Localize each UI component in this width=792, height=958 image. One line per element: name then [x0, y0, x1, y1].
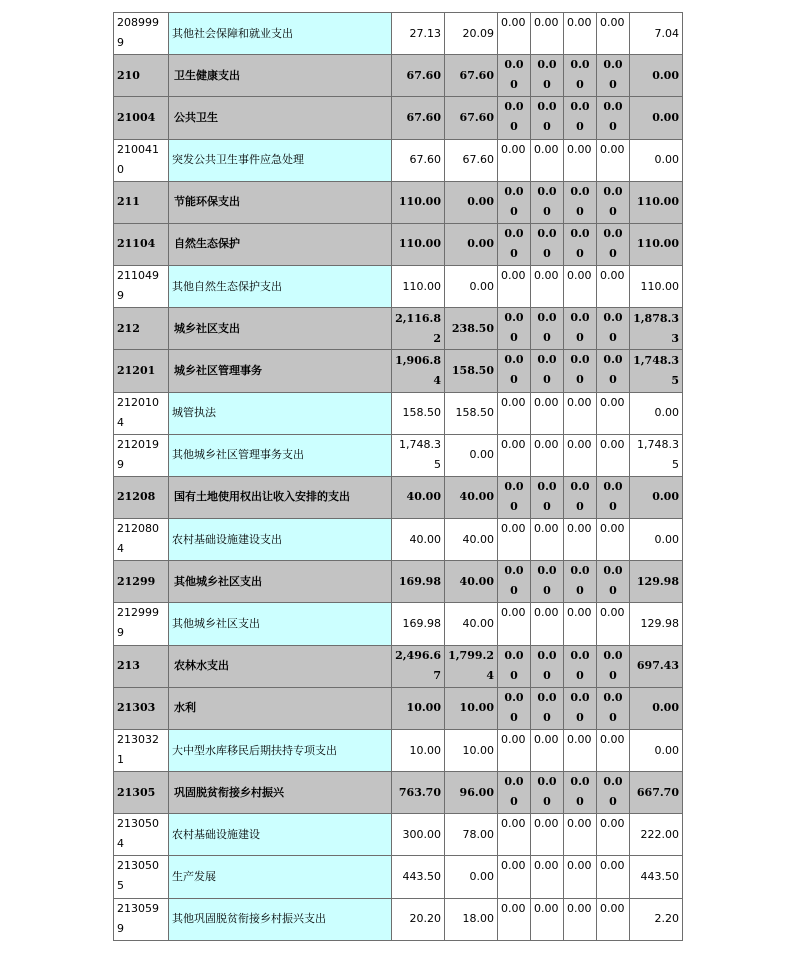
amount-col4-cell: 0.00 [531, 687, 564, 729]
amount-col6-cell: 0.00 [597, 350, 630, 392]
amount-col2-cell: 158.50 [445, 350, 498, 392]
amount-col5-cell: 0.00 [564, 55, 597, 97]
total-amount-cell: 20.20 [392, 898, 445, 940]
amount-col5-cell: 0.00 [564, 645, 597, 687]
amount-col2-cell: 40.00 [445, 476, 498, 518]
function-name-cell: 节能环保支出 [169, 181, 392, 223]
detail-row [114, 392, 683, 434]
amount-col7-cell: 443.50 [630, 856, 683, 898]
amount-col4-cell: 0.00 [531, 814, 564, 856]
function-name-cell: 其他巩固脱贫衔接乡村振兴支出 [169, 898, 392, 940]
function-code-cell: 210 [114, 55, 169, 97]
amount-col4-cell: 0.00 [531, 603, 564, 645]
function-code-cell: 21104 [114, 223, 169, 265]
amount-col6-cell: 0.00 [597, 687, 630, 729]
amount-col2-cell: 40.00 [445, 519, 498, 561]
amount-col2-cell: 10.00 [445, 687, 498, 729]
total-amount-cell: 67.60 [392, 139, 445, 181]
amount-col4-cell: 0.00 [531, 898, 564, 940]
amount-col2-cell: 0.00 [445, 181, 498, 223]
function-name-cell: 大中型水库移民后期扶持专项支出 [169, 729, 392, 771]
amount-col5-cell: 0.00 [564, 772, 597, 814]
amount-col6-cell: 0.00 [597, 308, 630, 350]
amount-col3-cell: 0.00 [498, 350, 531, 392]
amount-col7-cell: 7.04 [630, 13, 683, 55]
amount-col7-cell: 0.00 [630, 476, 683, 518]
detail-row [114, 519, 683, 561]
summary-row [114, 645, 683, 687]
amount-col6-cell: 0.00 [597, 603, 630, 645]
amount-col7-cell: 110.00 [630, 223, 683, 265]
amount-col3-cell: 0.00 [498, 519, 531, 561]
amount-col4-cell: 0.00 [531, 308, 564, 350]
amount-col6-cell: 0.00 [597, 814, 630, 856]
amount-col7-cell: 0.00 [630, 519, 683, 561]
amount-col3-cell: 0.00 [498, 603, 531, 645]
total-amount-cell: 158.50 [392, 392, 445, 434]
total-amount-cell: 110.00 [392, 181, 445, 223]
detail-row [114, 898, 683, 940]
amount-col7-cell: 110.00 [630, 181, 683, 223]
total-amount-cell: 27.13 [392, 13, 445, 55]
amount-col6-cell: 0.00 [597, 434, 630, 476]
amount-col2-cell: 67.60 [445, 55, 498, 97]
amount-col6-cell: 0.00 [597, 898, 630, 940]
amount-col6-cell: 0.00 [597, 729, 630, 771]
amount-col6-cell: 0.00 [597, 181, 630, 223]
amount-col5-cell: 0.00 [564, 223, 597, 265]
function-name-cell: 突发公共卫生事件应急处理 [169, 139, 392, 181]
amount-col5-cell: 0.00 [564, 139, 597, 181]
summary-row [114, 687, 683, 729]
function-code-cell: 21004 [114, 97, 169, 139]
total-amount-cell: 110.00 [392, 223, 445, 265]
amount-col7-cell: 0.00 [630, 729, 683, 771]
amount-col7-cell: 667.70 [630, 772, 683, 814]
amount-col5-cell: 0.00 [564, 729, 597, 771]
amount-col2-cell: 0.00 [445, 266, 498, 308]
amount-col2-cell: 10.00 [445, 729, 498, 771]
amount-col4-cell: 0.00 [531, 645, 564, 687]
function-name-cell: 其他城乡社区支出 [169, 561, 392, 603]
detail-row [114, 434, 683, 476]
amount-col7-cell: 129.98 [630, 603, 683, 645]
function-name-cell: 自然生态保护 [169, 223, 392, 265]
amount-col7-cell: 2.20 [630, 898, 683, 940]
summary-row [114, 561, 683, 603]
total-amount-cell: 300.00 [392, 814, 445, 856]
function-name-cell: 城乡社区管理事务 [169, 350, 392, 392]
amount-col2-cell: 40.00 [445, 561, 498, 603]
function-name-cell: 其他城乡社区管理事务支出 [169, 434, 392, 476]
function-name-cell: 公共卫生 [169, 97, 392, 139]
amount-col3-cell: 0.00 [498, 772, 531, 814]
amount-col6-cell: 0.00 [597, 645, 630, 687]
amount-col4-cell: 0.00 [531, 476, 564, 518]
amount-col5-cell: 0.00 [564, 97, 597, 139]
detail-row [114, 603, 683, 645]
amount-col2-cell: 96.00 [445, 772, 498, 814]
amount-col5-cell: 0.00 [564, 350, 597, 392]
function-code-cell: 2120104 [114, 392, 169, 434]
summary-row [114, 181, 683, 223]
function-code-cell: 212 [114, 308, 169, 350]
amount-col2-cell: 40.00 [445, 603, 498, 645]
summary-row [114, 55, 683, 97]
detail-row [114, 729, 683, 771]
amount-col3-cell: 0.00 [498, 266, 531, 308]
amount-col7-cell: 0.00 [630, 97, 683, 139]
amount-col5-cell: 0.00 [564, 392, 597, 434]
amount-col6-cell: 0.00 [597, 97, 630, 139]
amount-col3-cell: 0.00 [498, 223, 531, 265]
amount-col3-cell: 0.00 [498, 97, 531, 139]
amount-col4-cell: 0.00 [531, 181, 564, 223]
amount-col5-cell: 0.00 [564, 814, 597, 856]
function-code-cell: 2129999 [114, 603, 169, 645]
amount-col5-cell: 0.00 [564, 13, 597, 55]
function-name-cell: 农林水支出 [169, 645, 392, 687]
amount-col5-cell: 0.00 [564, 181, 597, 223]
function-code-cell: 2100410 [114, 139, 169, 181]
amount-col6-cell: 0.00 [597, 139, 630, 181]
function-code-cell: 21208 [114, 476, 169, 518]
amount-col4-cell: 0.00 [531, 434, 564, 476]
amount-col6-cell: 0.00 [597, 266, 630, 308]
amount-col6-cell: 0.00 [597, 392, 630, 434]
function-code-cell: 21299 [114, 561, 169, 603]
function-name-cell: 生产发展 [169, 856, 392, 898]
amount-col5-cell: 0.00 [564, 603, 597, 645]
detail-row [114, 856, 683, 898]
summary-row [114, 350, 683, 392]
function-name-cell: 其他城乡社区支出 [169, 603, 392, 645]
amount-col3-cell: 0.00 [498, 729, 531, 771]
function-code-cell: 2120804 [114, 519, 169, 561]
total-amount-cell: 763.70 [392, 772, 445, 814]
total-amount-cell: 40.00 [392, 519, 445, 561]
function-code-cell: 2130505 [114, 856, 169, 898]
summary-row [114, 476, 683, 518]
function-name-cell: 国有土地使用权出让收入安排的支出 [169, 476, 392, 518]
amount-col3-cell: 0.00 [498, 476, 531, 518]
detail-row [114, 13, 683, 55]
total-amount-cell: 169.98 [392, 561, 445, 603]
amount-col3-cell: 0.00 [498, 308, 531, 350]
amount-col5-cell: 0.00 [564, 687, 597, 729]
function-code-cell: 211 [114, 181, 169, 223]
amount-col3-cell: 0.00 [498, 181, 531, 223]
function-code-cell: 2089999 [114, 13, 169, 55]
amount-col4-cell: 0.00 [531, 561, 564, 603]
total-amount-cell: 10.00 [392, 729, 445, 771]
amount-col4-cell: 0.00 [531, 856, 564, 898]
function-code-cell: 2120199 [114, 434, 169, 476]
function-code-cell: 2130599 [114, 898, 169, 940]
total-amount-cell: 1,906.84 [392, 350, 445, 392]
function-name-cell: 农村基础设施建设支出 [169, 519, 392, 561]
function-code-cell: 2110499 [114, 266, 169, 308]
budget-expenditure-table [113, 12, 683, 941]
amount-col2-cell: 67.60 [445, 139, 498, 181]
amount-col5-cell: 0.00 [564, 476, 597, 518]
function-name-cell: 农村基础设施建设 [169, 814, 392, 856]
amount-col5-cell: 0.00 [564, 561, 597, 603]
amount-col3-cell: 0.00 [498, 392, 531, 434]
amount-col2-cell: 238.50 [445, 308, 498, 350]
detail-row [114, 814, 683, 856]
function-code-cell: 21201 [114, 350, 169, 392]
amount-col4-cell: 0.00 [531, 392, 564, 434]
amount-col7-cell: 1,878.33 [630, 308, 683, 350]
amount-col6-cell: 0.00 [597, 772, 630, 814]
amount-col4-cell: 0.00 [531, 223, 564, 265]
amount-col7-cell: 110.00 [630, 266, 683, 308]
function-code-cell: 21303 [114, 687, 169, 729]
amount-col2-cell: 0.00 [445, 856, 498, 898]
amount-col4-cell: 0.00 [531, 729, 564, 771]
amount-col4-cell: 0.00 [531, 350, 564, 392]
amount-col7-cell: 1,748.35 [630, 350, 683, 392]
amount-col6-cell: 0.00 [597, 519, 630, 561]
function-code-cell: 2130504 [114, 814, 169, 856]
total-amount-cell: 110.00 [392, 266, 445, 308]
amount-col7-cell: 0.00 [630, 392, 683, 434]
function-name-cell: 卫生健康支出 [169, 55, 392, 97]
amount-col3-cell: 0.00 [498, 898, 531, 940]
amount-col3-cell: 0.00 [498, 55, 531, 97]
total-amount-cell: 67.60 [392, 97, 445, 139]
function-name-cell: 城管执法 [169, 392, 392, 434]
function-name-cell: 城乡社区支出 [169, 308, 392, 350]
amount-col7-cell: 697.43 [630, 645, 683, 687]
amount-col6-cell: 0.00 [597, 561, 630, 603]
amount-col4-cell: 0.00 [531, 97, 564, 139]
amount-col7-cell: 1,748.35 [630, 434, 683, 476]
amount-col3-cell: 0.00 [498, 434, 531, 476]
function-code-cell: 2130321 [114, 729, 169, 771]
total-amount-cell: 2,496.67 [392, 645, 445, 687]
total-amount-cell: 443.50 [392, 856, 445, 898]
summary-row [114, 772, 683, 814]
amount-col6-cell: 0.00 [597, 476, 630, 518]
amount-col2-cell: 20.09 [445, 13, 498, 55]
amount-col2-cell: 1,799.24 [445, 645, 498, 687]
amount-col5-cell: 0.00 [564, 519, 597, 561]
amount-col6-cell: 0.00 [597, 223, 630, 265]
amount-col2-cell: 158.50 [445, 392, 498, 434]
amount-col4-cell: 0.00 [531, 266, 564, 308]
amount-col2-cell: 0.00 [445, 434, 498, 476]
amount-col3-cell: 0.00 [498, 814, 531, 856]
amount-col5-cell: 0.00 [564, 434, 597, 476]
amount-col7-cell: 0.00 [630, 55, 683, 97]
amount-col3-cell: 0.00 [498, 645, 531, 687]
amount-col3-cell: 0.00 [498, 139, 531, 181]
amount-col4-cell: 0.00 [531, 772, 564, 814]
detail-row [114, 266, 683, 308]
amount-col6-cell: 0.00 [597, 856, 630, 898]
amount-col3-cell: 0.00 [498, 561, 531, 603]
total-amount-cell: 1,748.35 [392, 434, 445, 476]
summary-row [114, 308, 683, 350]
amount-col7-cell: 129.98 [630, 561, 683, 603]
amount-col5-cell: 0.00 [564, 308, 597, 350]
amount-col2-cell: 78.00 [445, 814, 498, 856]
amount-col4-cell: 0.00 [531, 13, 564, 55]
function-name-cell: 其他社会保障和就业支出 [169, 13, 392, 55]
summary-row [114, 223, 683, 265]
amount-col4-cell: 0.00 [531, 139, 564, 181]
total-amount-cell: 2,116.82 [392, 308, 445, 350]
table-body [114, 13, 683, 941]
detail-row [114, 139, 683, 181]
amount-col6-cell: 0.00 [597, 55, 630, 97]
total-amount-cell: 40.00 [392, 476, 445, 518]
function-name-cell: 其他自然生态保护支出 [169, 266, 392, 308]
function-code-cell: 21305 [114, 772, 169, 814]
amount-col3-cell: 0.00 [498, 13, 531, 55]
amount-col2-cell: 67.60 [445, 97, 498, 139]
amount-col3-cell: 0.00 [498, 687, 531, 729]
function-name-cell: 巩固脱贫衔接乡村振兴 [169, 772, 392, 814]
amount-col5-cell: 0.00 [564, 898, 597, 940]
total-amount-cell: 67.60 [392, 55, 445, 97]
amount-col7-cell: 0.00 [630, 687, 683, 729]
amount-col2-cell: 0.00 [445, 223, 498, 265]
amount-col7-cell: 0.00 [630, 139, 683, 181]
amount-col2-cell: 18.00 [445, 898, 498, 940]
total-amount-cell: 10.00 [392, 687, 445, 729]
amount-col6-cell: 0.00 [597, 13, 630, 55]
amount-col4-cell: 0.00 [531, 519, 564, 561]
function-name-cell: 水利 [169, 687, 392, 729]
amount-col7-cell: 222.00 [630, 814, 683, 856]
function-code-cell: 213 [114, 645, 169, 687]
amount-col4-cell: 0.00 [531, 55, 564, 97]
amount-col5-cell: 0.00 [564, 856, 597, 898]
amount-col3-cell: 0.00 [498, 856, 531, 898]
summary-row [114, 97, 683, 139]
total-amount-cell: 169.98 [392, 603, 445, 645]
amount-col5-cell: 0.00 [564, 266, 597, 308]
